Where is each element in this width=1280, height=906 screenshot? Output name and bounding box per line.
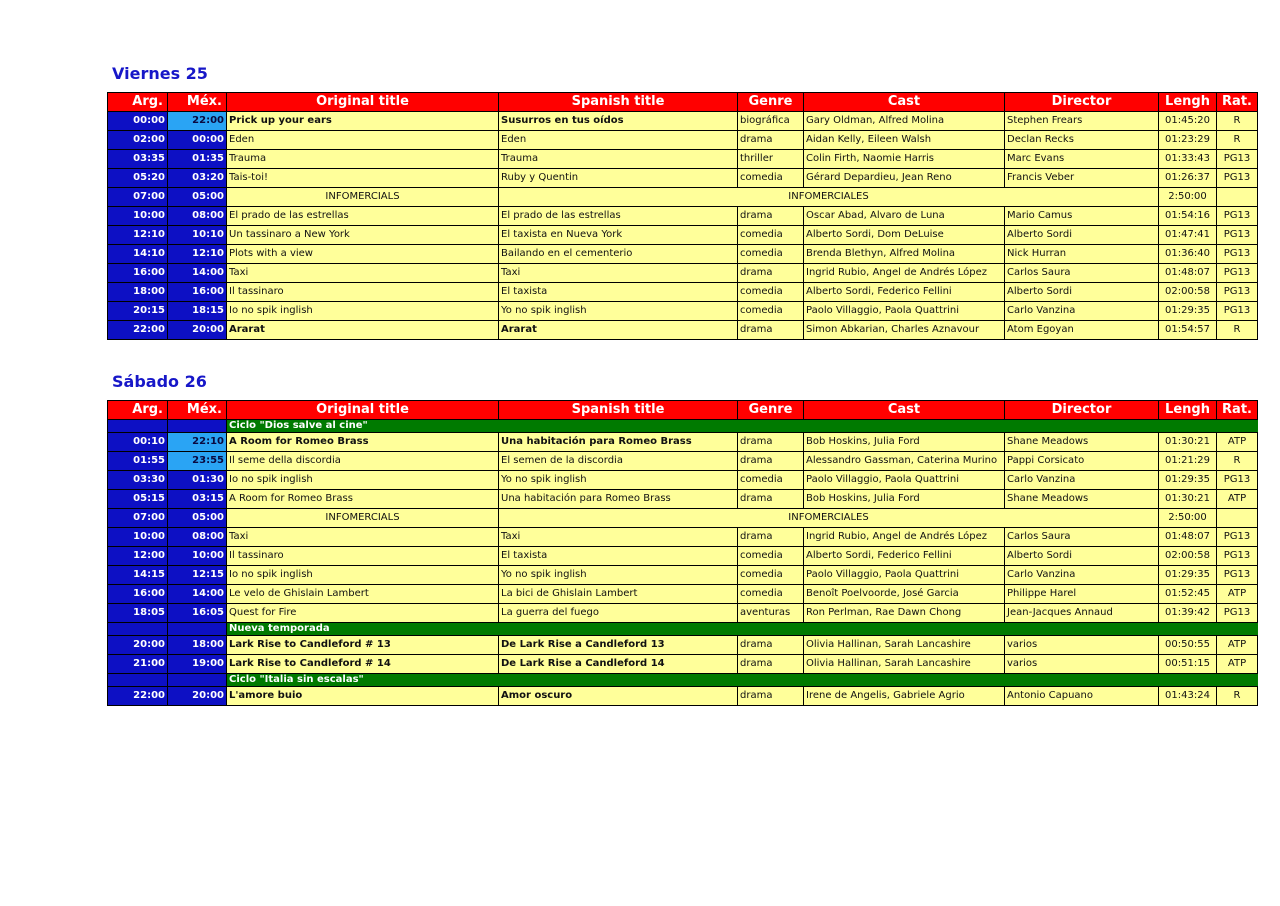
table-row — [108, 226, 1258, 245]
col-header-spanish-title: Spanish title — [499, 93, 738, 112]
spanish-title-cell: Ruby y Quentin — [499, 169, 738, 188]
length-cell: 01:21:29 — [1159, 452, 1217, 471]
cast-cell: Paolo Villaggio, Paola Quattrini — [804, 566, 1005, 585]
director-cell: Nick Hurran — [1005, 245, 1159, 264]
length-cell: 01:33:43 — [1159, 150, 1217, 169]
time-arg: 20:15 — [108, 302, 168, 321]
length-cell: 01:43:24 — [1159, 687, 1217, 706]
table-row — [108, 490, 1258, 509]
director-cell: Carlo Vanzina — [1005, 471, 1159, 490]
genre-cell: comedia — [738, 302, 804, 321]
rating-cell: PG13 — [1217, 150, 1258, 169]
spanish-title-cell: Ararat — [499, 321, 738, 340]
table-row — [108, 112, 1258, 131]
length-cell: 01:30:21 — [1159, 433, 1217, 452]
col-header-cast: Cast — [804, 401, 1005, 420]
length-cell: 01:54:16 — [1159, 207, 1217, 226]
col-header-original-title: Original title — [227, 401, 499, 420]
original-title-cell: L'amore buio — [227, 687, 499, 706]
length-cell: 00:51:15 — [1159, 655, 1217, 674]
section-time-blank — [168, 674, 227, 687]
original-title-cell: Le velo de Ghislain Lambert — [227, 585, 499, 604]
cast-cell: Paolo Villaggio, Paola Quattrini — [804, 302, 1005, 321]
time-arg: 12:10 — [108, 226, 168, 245]
time-arg: 21:00 — [108, 655, 168, 674]
length-cell: 00:50:55 — [1159, 636, 1217, 655]
spanish-title-cell: El taxista en Nueva York — [499, 226, 738, 245]
section-time-blank — [168, 420, 227, 433]
col-header-length: Lengh — [1159, 93, 1217, 112]
length-cell: 01:39:42 — [1159, 604, 1217, 623]
genre-cell: comedia — [738, 283, 804, 302]
original-title-cell: A Room for Romeo Brass — [227, 433, 499, 452]
director-cell: Carlo Vanzina — [1005, 302, 1159, 321]
table-row — [108, 169, 1258, 188]
cast-cell: Bob Hoskins, Julia Ford — [804, 433, 1005, 452]
time-arg: 05:15 — [108, 490, 168, 509]
original-title-cell: Plots with a view — [227, 245, 499, 264]
director-cell: Jean-Jacques Annaud — [1005, 604, 1159, 623]
genre-cell: drama — [738, 655, 804, 674]
rating-cell: R — [1217, 687, 1258, 706]
director-cell: Alberto Sordi — [1005, 283, 1159, 302]
original-title-cell: Taxi — [227, 528, 499, 547]
cast-cell: Aidan Kelly, Eileen Walsh — [804, 131, 1005, 150]
original-title-cell: Io no spik inglish — [227, 302, 499, 321]
rating-cell: ATP — [1217, 433, 1258, 452]
cast-cell: Gérard Depardieu, Jean Reno — [804, 169, 1005, 188]
time-mex: 00:00 — [168, 131, 227, 150]
length-cell: 01:29:35 — [1159, 302, 1217, 321]
genre-cell: comedia — [738, 245, 804, 264]
infomercial-spanish: INFOMERCIALES — [499, 188, 1159, 207]
cast-cell: Brenda Blethyn, Alfred Molina — [804, 245, 1005, 264]
genre-cell: comedia — [738, 471, 804, 490]
cast-cell: Alberto Sordi, Federico Fellini — [804, 283, 1005, 302]
original-title-cell: Tais-toi! — [227, 169, 499, 188]
original-title-cell: Eden — [227, 131, 499, 150]
rating-cell: PG13 — [1217, 566, 1258, 585]
director-cell: Carlos Saura — [1005, 264, 1159, 283]
cast-cell: Alberto Sordi, Dom DeLuise — [804, 226, 1005, 245]
col-header-genre: Genre — [738, 93, 804, 112]
original-title-cell: Taxi — [227, 264, 499, 283]
rating-cell: ATP — [1217, 585, 1258, 604]
table-row — [108, 302, 1258, 321]
cast-cell: Ingrid Rubio, Angel de Andrés López — [804, 528, 1005, 547]
original-title-cell: Io no spik inglish — [227, 471, 499, 490]
genre-cell: aventuras — [738, 604, 804, 623]
length-cell: 01:54:57 — [1159, 321, 1217, 340]
original-title-cell: Il tassinaro — [227, 283, 499, 302]
spanish-title-cell: Una habitación para Romeo Brass — [499, 433, 738, 452]
cast-cell: Irene de Angelis, Gabriele Agrio — [804, 687, 1005, 706]
length-cell: 01:30:21 — [1159, 490, 1217, 509]
time-mex: 18:15 — [168, 302, 227, 321]
original-title-cell: Trauma — [227, 150, 499, 169]
table-row — [108, 245, 1258, 264]
col-header-genre: Genre — [738, 401, 804, 420]
rating-cell: PG13 — [1217, 169, 1258, 188]
director-cell: varios — [1005, 636, 1159, 655]
rating-cell: ATP — [1217, 490, 1258, 509]
time-mex: 12:10 — [168, 245, 227, 264]
table-row — [108, 604, 1258, 623]
time-mex: 16:05 — [168, 604, 227, 623]
table-row — [108, 566, 1258, 585]
original-title-cell: Un tassinaro a New York — [227, 226, 499, 245]
section-label: Ciclo "Dios salve al cine" — [227, 420, 1258, 433]
schedule-table-sabado — [107, 400, 1258, 706]
genre-cell: drama — [738, 687, 804, 706]
col-header-director: Director — [1005, 93, 1159, 112]
time-mex: 08:00 — [168, 207, 227, 226]
genre-cell: drama — [738, 207, 804, 226]
time-mex: 01:35 — [168, 150, 227, 169]
spanish-title-cell: Taxi — [499, 264, 738, 283]
time-arg: 03:35 — [108, 150, 168, 169]
spanish-title-cell: Amor oscuro — [499, 687, 738, 706]
time-mex: 12:15 — [168, 566, 227, 585]
original-title-cell: Lark Rise to Candleford # 13 — [227, 636, 499, 655]
time-arg: 12:00 — [108, 547, 168, 566]
col-header-arg: Arg. — [108, 93, 168, 112]
header-row — [108, 93, 1258, 112]
original-title-cell: A Room for Romeo Brass — [227, 490, 499, 509]
infomercial-spanish: INFOMERCIALES — [499, 509, 1159, 528]
genre-cell: thriller — [738, 150, 804, 169]
rating-cell: PG13 — [1217, 471, 1258, 490]
cast-cell: Oscar Abad, Alvaro de Luna — [804, 207, 1005, 226]
spanish-title-cell: De Lark Rise a Candleford 14 — [499, 655, 738, 674]
section-row — [108, 623, 1258, 636]
table-row — [108, 207, 1258, 226]
cast-cell: Bob Hoskins, Julia Ford — [804, 490, 1005, 509]
original-title-cell: Io no spik inglish — [227, 566, 499, 585]
spanish-title-cell: Taxi — [499, 528, 738, 547]
section-time-blank — [108, 623, 168, 636]
col-header-original-title: Original title — [227, 93, 499, 112]
spanish-title-cell: De Lark Rise a Candleford 13 — [499, 636, 738, 655]
spanish-title-cell: El semen de la discordia — [499, 452, 738, 471]
rating-cell: PG13 — [1217, 207, 1258, 226]
time-arg: 07:00 — [108, 188, 168, 207]
time-arg: 14:10 — [108, 245, 168, 264]
cast-cell: Alessandro Gassman, Caterina Murino — [804, 452, 1005, 471]
genre-cell: drama — [738, 321, 804, 340]
director-cell: Atom Egoyan — [1005, 321, 1159, 340]
time-arg: 07:00 — [108, 509, 168, 528]
spanish-title-cell: El taxista — [499, 283, 738, 302]
cast-cell: Paolo Villaggio, Paola Quattrini — [804, 471, 1005, 490]
table-row — [108, 655, 1258, 674]
time-mex: 05:00 — [168, 509, 227, 528]
genre-cell: comedia — [738, 566, 804, 585]
spanish-title-cell: Yo no spik inglish — [499, 302, 738, 321]
length-cell: 01:29:35 — [1159, 566, 1217, 585]
col-header-spanish-title: Spanish title — [499, 401, 738, 420]
table-row — [108, 528, 1258, 547]
original-title-cell: Ararat — [227, 321, 499, 340]
spanish-title-cell: El prado de las estrellas — [499, 207, 738, 226]
original-title-cell: Il seme della discordia — [227, 452, 499, 471]
time-arg: 00:10 — [108, 433, 168, 452]
infomercial-row — [108, 188, 1258, 207]
section-label: Ciclo "Italia sin escalas" — [227, 674, 1258, 687]
rating-cell: PG13 — [1217, 264, 1258, 283]
spanish-title-cell: La bici de Ghislain Lambert — [499, 585, 738, 604]
rating-cell: PG13 — [1217, 547, 1258, 566]
cast-cell: Colin Firth, Naomie Harris — [804, 150, 1005, 169]
rating-cell: PG13 — [1217, 283, 1258, 302]
time-arg: 02:00 — [108, 131, 168, 150]
cast-cell: Ron Perlman, Rae Dawn Chong — [804, 604, 1005, 623]
schedule-table-viernes — [107, 92, 1258, 340]
length-cell: 01:45:20 — [1159, 112, 1217, 131]
time-arg: 20:00 — [108, 636, 168, 655]
rating-cell: ATP — [1217, 636, 1258, 655]
col-header-mex: Méx. — [168, 401, 227, 420]
time-mex: 10:00 — [168, 547, 227, 566]
time-arg: 14:15 — [108, 566, 168, 585]
director-cell: Carlos Saura — [1005, 528, 1159, 547]
section-time-blank — [108, 420, 168, 433]
table-row — [108, 547, 1258, 566]
length-cell: 01:52:45 — [1159, 585, 1217, 604]
time-arg: 16:00 — [108, 264, 168, 283]
length-cell: 02:00:58 — [1159, 283, 1217, 302]
spanish-title-cell: El taxista — [499, 547, 738, 566]
time-mex: 16:00 — [168, 283, 227, 302]
section-row — [108, 420, 1258, 433]
table-row — [108, 452, 1258, 471]
genre-cell: comedia — [738, 169, 804, 188]
infomercial-original: INFOMERCIALS — [227, 509, 499, 528]
rating-cell: R — [1217, 112, 1258, 131]
length-cell: 01:26:37 — [1159, 169, 1217, 188]
genre-cell: biográfica — [738, 112, 804, 131]
table-row — [108, 636, 1258, 655]
director-cell: Pappi Corsicato — [1005, 452, 1159, 471]
spanish-title-cell: Susurros en tus oídos — [499, 112, 738, 131]
table-row — [108, 131, 1258, 150]
col-header-cast: Cast — [804, 93, 1005, 112]
time-mex: 20:00 — [168, 687, 227, 706]
director-cell: Philippe Harel — [1005, 585, 1159, 604]
time-arg: 01:55 — [108, 452, 168, 471]
director-cell: varios — [1005, 655, 1159, 674]
genre-cell: comedia — [738, 547, 804, 566]
time-mex: 14:00 — [168, 585, 227, 604]
rating-cell: PG13 — [1217, 604, 1258, 623]
original-title-cell: Prick up your ears — [227, 112, 499, 131]
length-cell: 2:50:00 — [1159, 188, 1217, 207]
cast-cell: Olivia Hallinan, Sarah Lancashire — [804, 636, 1005, 655]
spanish-title-cell: Yo no spik inglish — [499, 471, 738, 490]
day-title-sabado: Sábado 26 — [112, 372, 207, 391]
director-cell: Stephen Frears — [1005, 112, 1159, 131]
director-cell: Antonio Capuano — [1005, 687, 1159, 706]
spanish-title-cell: Bailando en el cementerio — [499, 245, 738, 264]
time-mex: 18:00 — [168, 636, 227, 655]
genre-cell: comedia — [738, 585, 804, 604]
table-row — [108, 321, 1258, 340]
spanish-title-cell: La guerra del fuego — [499, 604, 738, 623]
time-arg: 00:00 — [108, 112, 168, 131]
original-title-cell: Quest for Fire — [227, 604, 499, 623]
time-mex: 05:00 — [168, 188, 227, 207]
director-cell: Alberto Sordi — [1005, 226, 1159, 245]
rating-cell: R — [1217, 321, 1258, 340]
col-header-rating: Rat. — [1217, 401, 1258, 420]
director-cell: Shane Meadows — [1005, 490, 1159, 509]
rating-cell: R — [1217, 131, 1258, 150]
time-arg: 03:30 — [108, 471, 168, 490]
cast-cell: Alberto Sordi, Federico Fellini — [804, 547, 1005, 566]
table-row — [108, 433, 1258, 452]
director-cell: Carlo Vanzina — [1005, 566, 1159, 585]
time-mex: 03:15 — [168, 490, 227, 509]
cast-cell: Olivia Hallinan, Sarah Lancashire — [804, 655, 1005, 674]
rating-cell — [1217, 188, 1258, 207]
rating-cell — [1217, 509, 1258, 528]
genre-cell: drama — [738, 452, 804, 471]
director-cell: Mario Camus — [1005, 207, 1159, 226]
length-cell: 01:48:07 — [1159, 264, 1217, 283]
original-title-cell: El prado de las estrellas — [227, 207, 499, 226]
spanish-title-cell: Yo no spik inglish — [499, 566, 738, 585]
director-cell: Marc Evans — [1005, 150, 1159, 169]
genre-cell: drama — [738, 528, 804, 547]
time-mex: 03:20 — [168, 169, 227, 188]
spanish-title-cell: Trauma — [499, 150, 738, 169]
time-mex: 23:55 — [168, 452, 227, 471]
header-row — [108, 401, 1258, 420]
length-cell: 02:00:58 — [1159, 547, 1217, 566]
time-mex: 01:30 — [168, 471, 227, 490]
table-row — [108, 687, 1258, 706]
length-cell: 01:23:29 — [1159, 131, 1217, 150]
genre-cell: drama — [738, 131, 804, 150]
spanish-title-cell: Eden — [499, 131, 738, 150]
rating-cell: ATP — [1217, 655, 1258, 674]
genre-cell: comedia — [738, 226, 804, 245]
length-cell: 2:50:00 — [1159, 509, 1217, 528]
time-mex: 08:00 — [168, 528, 227, 547]
section-label: Nueva temporada — [227, 623, 1258, 636]
section-row — [108, 674, 1258, 687]
time-mex: 14:00 — [168, 264, 227, 283]
table-row — [108, 150, 1258, 169]
rating-cell: R — [1217, 452, 1258, 471]
time-arg: 05:20 — [108, 169, 168, 188]
time-arg: 22:00 — [108, 321, 168, 340]
spanish-title-cell: Una habitación para Romeo Brass — [499, 490, 738, 509]
table-row — [108, 585, 1258, 604]
director-cell: Francis Veber — [1005, 169, 1159, 188]
day-title-viernes: Viernes 25 — [112, 64, 208, 83]
genre-cell: drama — [738, 433, 804, 452]
original-title-cell: Il tassinaro — [227, 547, 499, 566]
length-cell: 01:36:40 — [1159, 245, 1217, 264]
length-cell: 01:47:41 — [1159, 226, 1217, 245]
time-arg: 22:00 — [108, 687, 168, 706]
genre-cell: drama — [738, 490, 804, 509]
time-mex: 20:00 — [168, 321, 227, 340]
col-header-mex: Méx. — [168, 93, 227, 112]
table-row — [108, 283, 1258, 302]
infomercial-original: INFOMERCIALS — [227, 188, 499, 207]
time-arg: 10:00 — [108, 207, 168, 226]
table-row — [108, 471, 1258, 490]
col-header-director: Director — [1005, 401, 1159, 420]
table-row — [108, 264, 1258, 283]
original-title-cell: Lark Rise to Candleford # 14 — [227, 655, 499, 674]
time-mex: 22:10 — [168, 433, 227, 452]
length-cell: 01:29:35 — [1159, 471, 1217, 490]
cast-cell: Simon Abkarian, Charles Aznavour — [804, 321, 1005, 340]
col-header-rating: Rat. — [1217, 93, 1258, 112]
rating-cell: PG13 — [1217, 245, 1258, 264]
rating-cell: PG13 — [1217, 226, 1258, 245]
section-time-blank — [108, 674, 168, 687]
time-arg: 18:00 — [108, 283, 168, 302]
length-cell: 01:48:07 — [1159, 528, 1217, 547]
time-mex: 22:00 — [168, 112, 227, 131]
time-arg: 16:00 — [108, 585, 168, 604]
time-mex: 19:00 — [168, 655, 227, 674]
rating-cell: PG13 — [1217, 302, 1258, 321]
director-cell: Declan Recks — [1005, 131, 1159, 150]
infomercial-row — [108, 509, 1258, 528]
time-mex: 10:10 — [168, 226, 227, 245]
col-header-arg: Arg. — [108, 401, 168, 420]
cast-cell: Benoît Poelvoorde, José Garcia — [804, 585, 1005, 604]
genre-cell: drama — [738, 264, 804, 283]
genre-cell: drama — [738, 636, 804, 655]
col-header-length: Lengh — [1159, 401, 1217, 420]
cast-cell: Gary Oldman, Alfred Molina — [804, 112, 1005, 131]
section-time-blank — [168, 623, 227, 636]
cast-cell: Ingrid Rubio, Angel de Andrés López — [804, 264, 1005, 283]
time-arg: 10:00 — [108, 528, 168, 547]
director-cell: Shane Meadows — [1005, 433, 1159, 452]
time-arg: 18:05 — [108, 604, 168, 623]
rating-cell: PG13 — [1217, 528, 1258, 547]
director-cell: Alberto Sordi — [1005, 547, 1159, 566]
